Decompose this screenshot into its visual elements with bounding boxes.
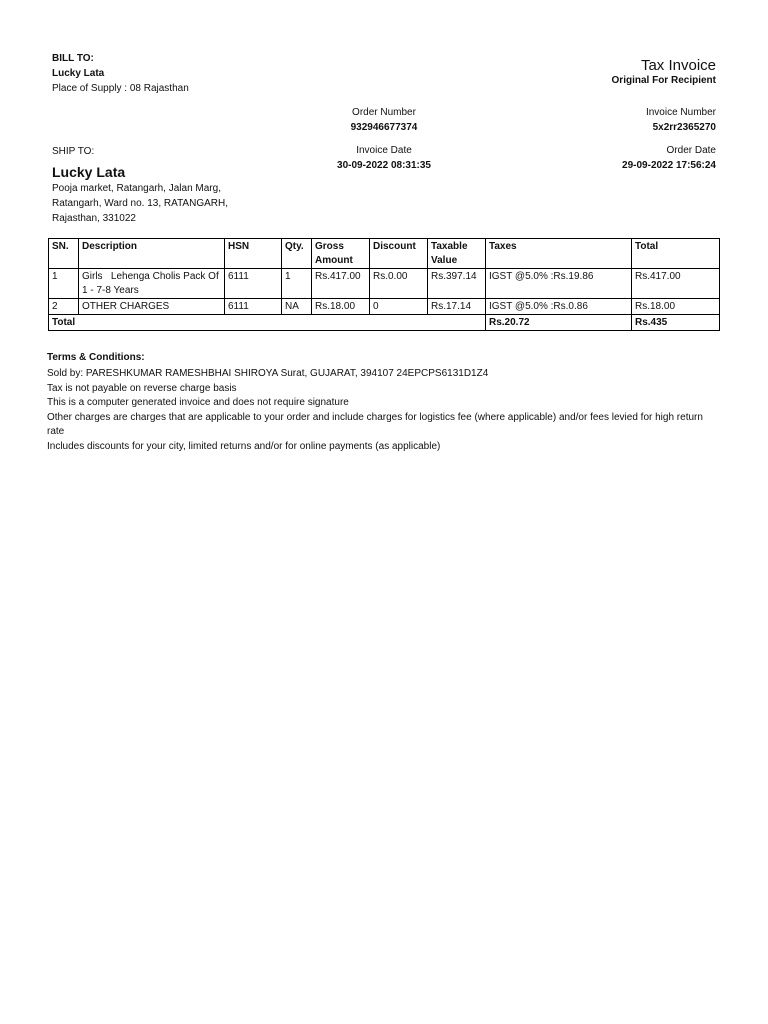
bill-to-label: BILL TO:: [52, 53, 94, 64]
address-line: Ratangarh, Ward no. 13, RATANGARH,: [52, 198, 228, 209]
col-header-total: Total: [632, 239, 720, 269]
table-header-row: [49, 239, 720, 269]
document-title: Tax Invoice: [640, 57, 716, 74]
order-number-label: Order Number: [352, 107, 416, 118]
cell-gross-amount: Rs.18.00: [312, 299, 370, 315]
cell-taxable-value: Rs.397.14: [428, 269, 486, 299]
total-taxes: Rs.20.72: [486, 315, 632, 331]
cell-hsn: 6111: [225, 269, 282, 299]
address-line: Pooja market, Ratangarh, Jalan Marg,: [52, 183, 221, 194]
ship-to-label: SHIP TO:: [52, 146, 95, 157]
col-header-discount: Discount: [370, 239, 428, 269]
terms-line: Other charges are charges that are applicable to your order and include charges for logistics fee (where applicable) and/or fees levied for high return rate: [47, 411, 703, 438]
items-table: [48, 238, 720, 331]
col-header-description: Description: [79, 239, 225, 269]
invoice-date-label: Invoice Date: [356, 145, 412, 156]
place-of-supply: Place of Supply : 08 Rajasthan: [52, 83, 189, 94]
cell-description: OTHER CHARGES: [79, 299, 225, 315]
bill-to-name: Lucky Lata: [52, 68, 105, 79]
cell-taxable-value: Rs.17.14: [428, 299, 486, 315]
cell-total: Rs.417.00: [632, 269, 720, 299]
terms-line: Includes discounts for your city, limited returns and/or for online payments (as applicable): [47, 440, 441, 452]
col-header-gross-amount: Gross Amount: [312, 239, 370, 269]
cell-sn: 1: [49, 269, 79, 299]
col-header-sn: SN.: [49, 239, 79, 269]
cell-gross-amount: Rs.417.00: [312, 269, 370, 299]
invoice-number-value: 5x2rr2365270: [652, 122, 716, 133]
col-header-hsn: HSN: [225, 239, 282, 269]
col-header-taxable-value: Taxable Value: [428, 239, 486, 269]
col-header-qty: Qty.: [282, 239, 312, 269]
table-row: [49, 299, 720, 315]
order-number-value: 932946677374: [350, 122, 418, 133]
cell-qty: 1: [282, 269, 312, 299]
table-row: [49, 269, 720, 299]
cell-total: Rs.18.00: [632, 299, 720, 315]
terms-list: [47, 367, 717, 455]
total-amount: Rs.435: [632, 315, 720, 331]
table-total-row: [49, 315, 720, 331]
cell-hsn: 6111: [225, 299, 282, 315]
terms-line: This is a computer generated invoice and does not require signature: [47, 397, 349, 409]
cell-discount: 0: [370, 299, 428, 315]
invoice-date-value: 30-09-2022 08:31:35: [337, 160, 431, 171]
terms-line: Sold by: PARESHKUMAR RAMESHBHAI SHIROYA Surat, GUJARAT, 394107 24EPCPS6131D1Z4: [47, 368, 489, 379]
terms-heading: Terms & Conditions:: [47, 352, 145, 363]
document-subtitle: Original For Recipient: [611, 75, 716, 86]
terms-line: Tax is not payable on reverse charge basis: [47, 382, 237, 394]
order-date-label: Order Date: [666, 145, 716, 156]
col-header-taxes: Taxes: [486, 239, 632, 269]
invoice-number-label: Invoice Number: [645, 107, 716, 118]
cell-description: Girls Lehenga Cholis Pack Of 1 - 7-8 Years: [79, 269, 225, 299]
cell-qty: NA: [282, 299, 312, 315]
cell-sn: 2: [49, 299, 79, 315]
cell-discount: Rs.0.00: [370, 269, 428, 299]
cell-taxes: IGST @5.0% :Rs.0.86: [486, 299, 632, 315]
cell-taxes: IGST @5.0% :Rs.19.86: [486, 269, 632, 299]
total-label: Total: [49, 315, 486, 331]
order-date-value: 29-09-2022 17:56:24: [622, 160, 716, 171]
address-line: Rajasthan, 331022: [52, 213, 136, 224]
ship-to-address: [52, 181, 272, 226]
ship-to-name: Lucky Lata: [52, 164, 126, 180]
